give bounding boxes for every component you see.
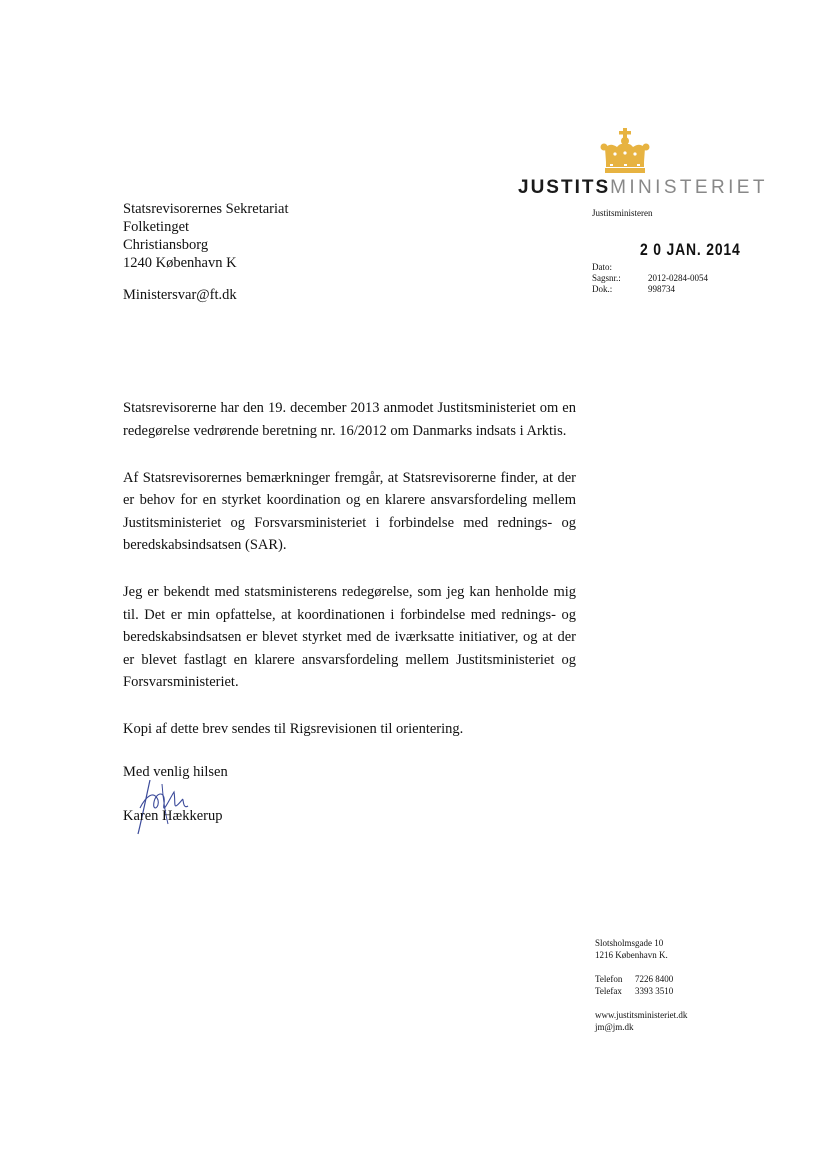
logo-light-text: MINISTERIET xyxy=(610,177,768,198)
crown-logo-icon xyxy=(600,128,650,174)
body-paragraph: Statsrevisorerne har den 19. december 2013 anmodet Justitsministeriet om en redegørelse vedrørende beretning nr. 16/2012 om Danmarks indsats i Arktis. xyxy=(123,400,576,439)
meta-value: 2012-0284-0054 xyxy=(648,273,708,283)
case-meta xyxy=(592,262,708,295)
footer-website: www.justitsministeriet.dk xyxy=(595,1010,688,1020)
footer-fax-row xyxy=(595,986,687,998)
recipient-line: 1240 København K xyxy=(123,255,237,271)
logo-bold-text: JUSTITS xyxy=(518,177,611,198)
recipient-address xyxy=(123,200,288,272)
footer-phone xyxy=(595,974,687,997)
footer-phone-label: Telefon xyxy=(595,974,623,984)
ministry-logo-text xyxy=(518,177,768,199)
footer-address-line: Slotsholmsgade 10 xyxy=(595,938,664,948)
ministry-contact-footer xyxy=(595,938,687,1046)
body-paragraph: Af Statsrevisorernes bemærkninger fremgår, at Statsrevisorerne finder, at der er behov for en styrket koordination og en klarere ansvarsfordeling mellem Justitsministeriet og Forsvarsministeriet i forbindelse med rednings- og beredskabsindsatsen (SAR). xyxy=(123,469,576,553)
recipient-email: Ministersvar@ft.dk xyxy=(123,287,237,303)
meta-label: Sagsnr.: xyxy=(592,273,621,283)
footer-phone-row xyxy=(595,974,687,986)
meta-value: 998734 xyxy=(648,284,675,294)
body-paragraph: Kopi af dette brev sendes til Rigsrevisionen til orientering. xyxy=(123,721,464,737)
recipient-line: Christiansborg xyxy=(123,237,209,253)
footer-address-line: 1216 København K. xyxy=(595,949,668,960)
meta-label: Dok.: xyxy=(592,284,613,294)
footer-email: jm@jm.dk xyxy=(595,1021,634,1032)
meta-row-case-number xyxy=(592,273,708,284)
body-paragraph: Jeg er bekendt med statsministerens redegørelse, som jeg kan henholde mig til. Det er min opfattelse, at koordinationen i forbindelse med rednings- og beredskabsindsatsen er blevet styrket med de iværksatte initiativer, og at der er blevet fastlagt en klarere ansvarsfordeling mellem Justitsministeriet og Forsvarsministeriet. xyxy=(123,584,576,690)
footer-address xyxy=(595,938,687,961)
meta-label: Dato: xyxy=(592,262,612,272)
date-stamp: 2 0 JAN. 2014 xyxy=(640,240,741,259)
footer-fax-value: 3393 3510 xyxy=(635,985,674,996)
signer-name: Karen Hækkerup xyxy=(123,808,223,824)
recipient-line: Folketinget xyxy=(123,219,190,235)
meta-row-document xyxy=(592,284,708,295)
recipient-line: Statsrevisorernes Sekretariat xyxy=(123,201,289,217)
meta-row-date xyxy=(592,262,708,273)
crown-shape xyxy=(601,128,650,173)
sender-title: Justitsministeren xyxy=(592,208,653,218)
signoff: Med venlig hilsen xyxy=(123,764,228,780)
footer-web xyxy=(595,1010,687,1033)
footer-phone-value: 7226 8400 xyxy=(635,974,674,984)
letter-body xyxy=(123,397,576,765)
footer-fax-label: Telefax xyxy=(595,985,622,996)
